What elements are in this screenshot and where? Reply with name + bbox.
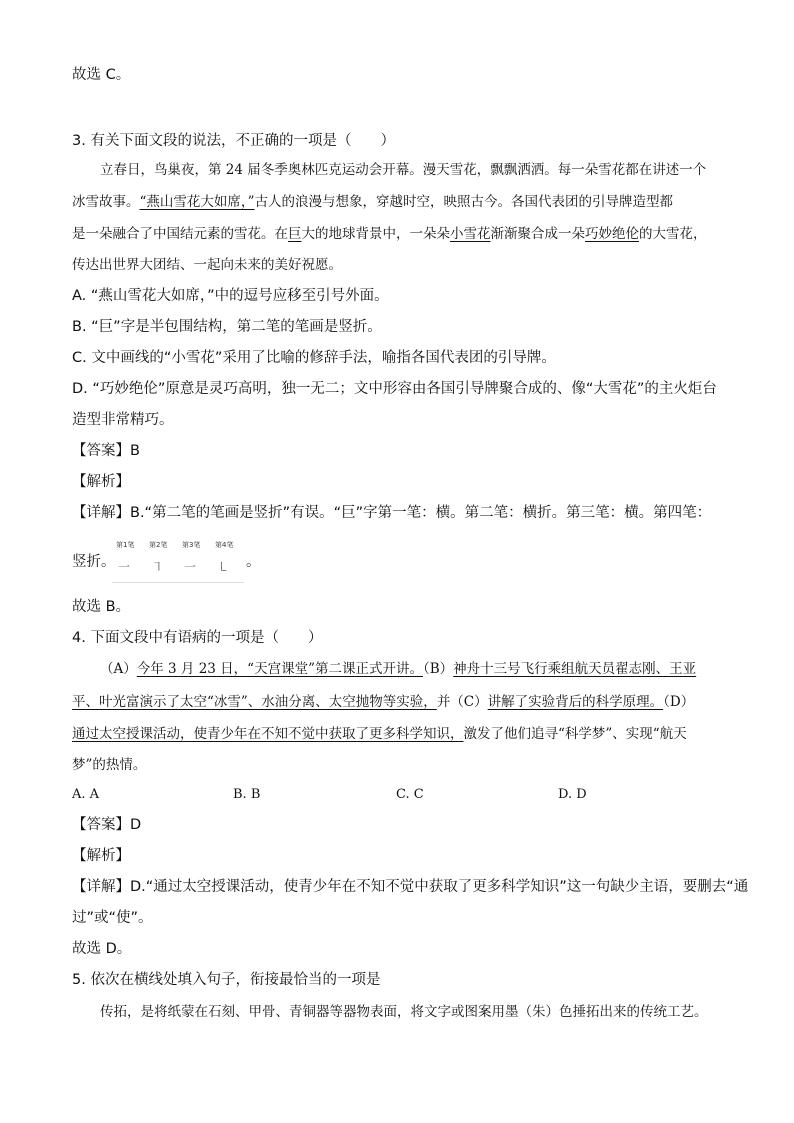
stroke-cell: 第1笔 一 [116, 541, 135, 574]
underlined-d: 通过太空授课活动，使青少年在不知不觉中获取了更多科学知识， [72, 726, 464, 742]
stroke-order-figure [112, 538, 244, 583]
q3-answer: 【答案】B [72, 443, 140, 459]
underlined-b-cont: 平、叶光富演示了太空“冰雪”、水油分离、太空抛物等实验， [72, 694, 437, 710]
q4-conclusion: 故选 D。 [72, 941, 132, 957]
q3-detail-end: 。 [246, 554, 261, 570]
underlined-b: 神舟十三号飞行乘组航天员翟志刚、王亚 [453, 661, 697, 677]
q4-answer: 【答案】D [72, 817, 142, 833]
q3-option-d-cont: 造型非常精巧。 [72, 412, 174, 428]
stroke-cell: 第2笔 ㇕ [149, 541, 168, 574]
q4-detail-cont: 过”或“使”。 [72, 910, 153, 926]
underlined-xiaoxuehua: 小雪花 [450, 226, 491, 242]
q5-passage: 传拓，是将纸蒙在石刻、甲骨、青铜器等器物表面，将文字或图案用墨（朱）色捶拓出来的传统工艺。 [100, 1004, 708, 1020]
q4-option-a: A. A [72, 787, 100, 802]
q2-conclusion: 故选 C。 [72, 67, 131, 83]
q5-stem: 5. 依次在横线处填入句子，衔接最恰当的一项是 [72, 972, 381, 988]
q3-conclusion: 故选 B。 [72, 599, 131, 615]
underlined-qiaomiaojuelun: 巧妙绝伦 [585, 226, 639, 242]
underlined-ju: 巨 [288, 226, 302, 242]
q4-option-d: D. D [558, 787, 587, 802]
q4-stem: 4. 下面文段中有语病的一项是（ ） [72, 630, 323, 646]
q3-analysis: 【解析】 [72, 474, 130, 490]
q3-stem: 3. 有关下面文段的说法，不正确的一项是（ ） [72, 133, 395, 149]
q3-detail-cont: 竖折。 [72, 554, 116, 570]
q4-detail: 【详解】D.“通过太空授课活动，使青少年在不知不觉中获取了更多科学知识”这一句缺少主语，要删去“通 [72, 879, 749, 895]
stroke-cell: 第4笔 ㇄ [215, 541, 234, 574]
q4-analysis: 【解析】 [72, 848, 130, 864]
stroke-cell: 第3笔 一 [182, 541, 201, 574]
underlined-c: 讲解了实验背后的科学原理。 [487, 694, 664, 710]
q4-option-c: C. C [396, 787, 424, 802]
q3-detail: 【详解】B.“第二笔的笔画是竖折”有误。“巨”字第一笔：横。第二笔：横折。第三笔：横。第四笔： [72, 505, 712, 521]
q4-option-b: B. B [233, 787, 261, 802]
q3-option-c: C. 文中画线的“小雪花”采用了比喻的修辞手法，喻指各国代表团的引导牌。 [72, 350, 556, 366]
underlined-a: 今年 3 月 23 日，“天宫课堂”第二课正式开讲。 [136, 661, 423, 677]
q3-option-b: B. “巨”字是半包围结构，第二笔的笔画是竖折。 [72, 319, 382, 335]
underlined-quote: “燕山雪花大如席，” [139, 194, 255, 210]
q3-option-a: A. “燕山雪花大如席，”中的逗号应移至引号外面。 [72, 288, 389, 304]
q3-option-d: D. “巧妙绝伦”原意是灵巧高明，独一无二；文中形容由各国引导牌聚合成的、像“大雪花”的主火炬台 [72, 381, 717, 397]
